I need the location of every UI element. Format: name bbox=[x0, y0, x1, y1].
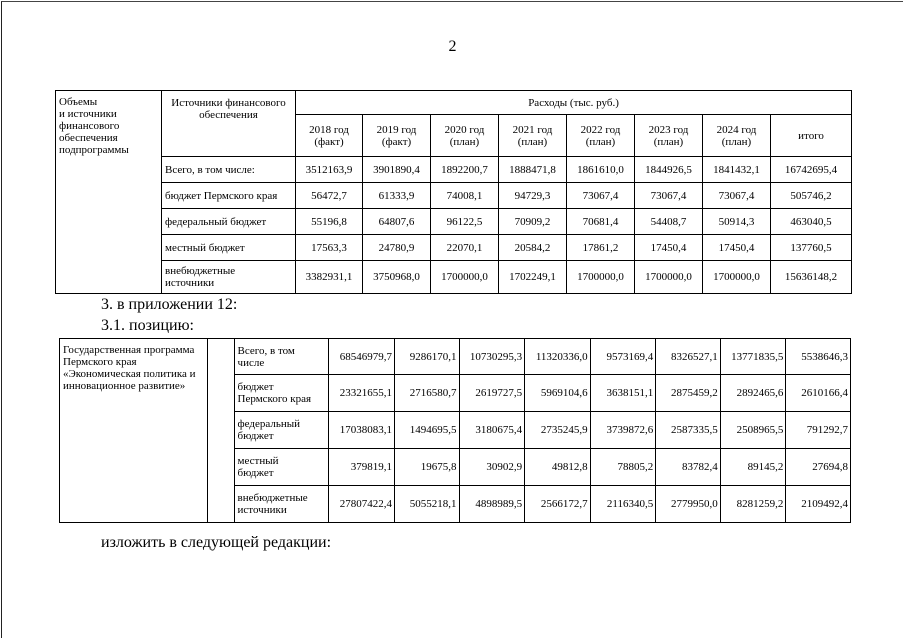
source-cell: федеральный бюджет bbox=[234, 412, 329, 449]
page-number: 2 bbox=[448, 38, 457, 55]
value-cell: 56472,7 bbox=[296, 183, 363, 209]
year-header: 2023 год (план) bbox=[635, 115, 703, 157]
year-header: 2019 год (факт) bbox=[363, 115, 431, 157]
value-cell: 2610166,4 bbox=[786, 375, 851, 412]
source-cell: внебюджетные источники bbox=[234, 486, 329, 523]
value-cell: 49812,8 bbox=[525, 449, 591, 486]
value-cell: 3382931,1 bbox=[296, 261, 363, 294]
value-cell: 70681,4 bbox=[567, 209, 635, 235]
value-cell: 10730295,3 bbox=[459, 339, 525, 375]
table1-label-cell: Объемы и источники финансового обеспечения подпрограммы bbox=[56, 91, 162, 294]
source-cell: бюджет Пермского края bbox=[162, 183, 296, 209]
value-cell: 54408,7 bbox=[635, 209, 703, 235]
year-header: итого bbox=[771, 115, 852, 157]
value-cell: 19675,8 bbox=[394, 449, 459, 486]
value-cell: 55196,8 bbox=[296, 209, 363, 235]
value-cell: 4898989,5 bbox=[459, 486, 525, 523]
value-cell: 8281259,2 bbox=[720, 486, 786, 523]
value-cell: 1700000,0 bbox=[431, 261, 499, 294]
value-cell: 17450,4 bbox=[635, 235, 703, 261]
value-cell: 1861610,0 bbox=[567, 157, 635, 183]
value-cell: 379819,1 bbox=[329, 449, 395, 486]
value-cell: 1494695,5 bbox=[394, 412, 459, 449]
value-cell: 5538646,3 bbox=[786, 339, 851, 375]
value-cell: 3739872,6 bbox=[590, 412, 656, 449]
value-cell: 2587335,5 bbox=[656, 412, 721, 449]
value-cell: 2716580,7 bbox=[394, 375, 459, 412]
value-cell: 61333,9 bbox=[363, 183, 431, 209]
value-cell: 89145,2 bbox=[720, 449, 786, 486]
value-cell: 3901890,4 bbox=[363, 157, 431, 183]
value-cell: 73067,4 bbox=[635, 183, 703, 209]
source-cell: внебюджетные источники bbox=[162, 261, 296, 294]
value-cell: 24780,9 bbox=[363, 235, 431, 261]
value-cell: 70909,2 bbox=[499, 209, 567, 235]
value-cell: 11320336,0 bbox=[525, 339, 591, 375]
source-cell: местный бюджет bbox=[162, 235, 296, 261]
program-name-cell: Государственная программа Пермского края «Экономическая политика и инновационное развитие» bbox=[60, 339, 208, 523]
table-row bbox=[56, 183, 852, 209]
source-cell: местный бюджет bbox=[234, 449, 329, 486]
value-cell: 2508965,5 bbox=[720, 412, 786, 449]
value-cell: 3180675,4 bbox=[459, 412, 525, 449]
empty-cell bbox=[208, 339, 234, 523]
value-cell: 30902,9 bbox=[459, 449, 525, 486]
value-cell: 2875459,2 bbox=[656, 375, 721, 412]
value-cell: 27807422,4 bbox=[329, 486, 395, 523]
value-cell: 64807,6 bbox=[363, 209, 431, 235]
year-header: 2021 год (план) bbox=[499, 115, 567, 157]
value-cell: 83782,4 bbox=[656, 449, 721, 486]
value-cell: 3638151,1 bbox=[590, 375, 656, 412]
value-cell: 74008,1 bbox=[431, 183, 499, 209]
value-cell: 2735245,9 bbox=[525, 412, 591, 449]
source-cell: бюджет Пермского края bbox=[234, 375, 329, 412]
source-cell: федеральный бюджет bbox=[162, 209, 296, 235]
value-cell: 2779950,0 bbox=[656, 486, 721, 523]
value-cell: 73067,4 bbox=[703, 183, 771, 209]
paragraph-position: 3.1. позицию: bbox=[101, 317, 194, 334]
year-header: 2020 год (план) bbox=[431, 115, 499, 157]
value-cell: 5055218,1 bbox=[394, 486, 459, 523]
value-cell: 15636148,2 bbox=[771, 261, 852, 294]
value-cell: 17450,4 bbox=[703, 235, 771, 261]
value-cell: 73067,4 bbox=[567, 183, 635, 209]
value-cell: 23321655,1 bbox=[329, 375, 395, 412]
value-cell: 1700000,0 bbox=[703, 261, 771, 294]
value-cell: 16742695,4 bbox=[771, 157, 852, 183]
value-cell: 9573169,4 bbox=[590, 339, 656, 375]
value-cell: 2619727,5 bbox=[459, 375, 525, 412]
table-row bbox=[60, 339, 851, 375]
value-cell: 13771835,5 bbox=[720, 339, 786, 375]
value-cell: 1702249,1 bbox=[499, 261, 567, 294]
value-cell: 1888471,8 bbox=[499, 157, 567, 183]
value-cell: 505746,2 bbox=[771, 183, 852, 209]
source-cell: Всего, в том числе: bbox=[162, 157, 296, 183]
table1-header-row bbox=[56, 91, 852, 115]
value-cell: 17861,2 bbox=[567, 235, 635, 261]
program-funding-table bbox=[59, 338, 851, 523]
value-cell: 9286170,1 bbox=[394, 339, 459, 375]
value-cell: 20584,2 bbox=[499, 235, 567, 261]
table-row bbox=[56, 209, 852, 235]
value-cell: 1892200,7 bbox=[431, 157, 499, 183]
sources-header: Источники финансового обеспечения bbox=[162, 91, 296, 157]
expenses-header: Расходы (тыс. руб.) bbox=[296, 91, 852, 115]
year-header: 2018 год (факт) bbox=[296, 115, 363, 157]
value-cell: 17038083,1 bbox=[329, 412, 395, 449]
paragraph-appendix-12: 3. в приложении 12: bbox=[101, 296, 238, 313]
value-cell: 22070,1 bbox=[431, 235, 499, 261]
value-cell: 1700000,0 bbox=[567, 261, 635, 294]
value-cell: 50914,3 bbox=[703, 209, 771, 235]
value-cell: 3512163,9 bbox=[296, 157, 363, 183]
subprogram-funding-table bbox=[55, 90, 852, 294]
value-cell: 1700000,0 bbox=[635, 261, 703, 294]
value-cell: 791292,7 bbox=[786, 412, 851, 449]
value-cell: 2892465,6 bbox=[720, 375, 786, 412]
table-row bbox=[56, 235, 852, 261]
value-cell: 463040,5 bbox=[771, 209, 852, 235]
value-cell: 2566172,7 bbox=[525, 486, 591, 523]
value-cell: 17563,3 bbox=[296, 235, 363, 261]
value-cell: 27694,8 bbox=[786, 449, 851, 486]
value-cell: 1844926,5 bbox=[635, 157, 703, 183]
table-row bbox=[56, 157, 852, 183]
value-cell: 2109492,4 bbox=[786, 486, 851, 523]
value-cell: 3750968,0 bbox=[363, 261, 431, 294]
value-cell: 96122,5 bbox=[431, 209, 499, 235]
value-cell: 2116340,5 bbox=[590, 486, 656, 523]
year-header: 2024 год (план) bbox=[703, 115, 771, 157]
value-cell: 1841432,1 bbox=[703, 157, 771, 183]
value-cell: 5969104,6 bbox=[525, 375, 591, 412]
year-header: 2022 год (план) bbox=[567, 115, 635, 157]
value-cell: 8326527,1 bbox=[656, 339, 721, 375]
value-cell: 78805,2 bbox=[590, 449, 656, 486]
value-cell: 68546979,7 bbox=[329, 339, 395, 375]
value-cell: 94729,3 bbox=[499, 183, 567, 209]
table-row bbox=[56, 261, 852, 294]
source-cell: Всего, в том числе bbox=[234, 339, 329, 375]
paragraph-new-edition: изложить в следующей редакции: bbox=[101, 534, 332, 551]
value-cell: 137760,5 bbox=[771, 235, 852, 261]
